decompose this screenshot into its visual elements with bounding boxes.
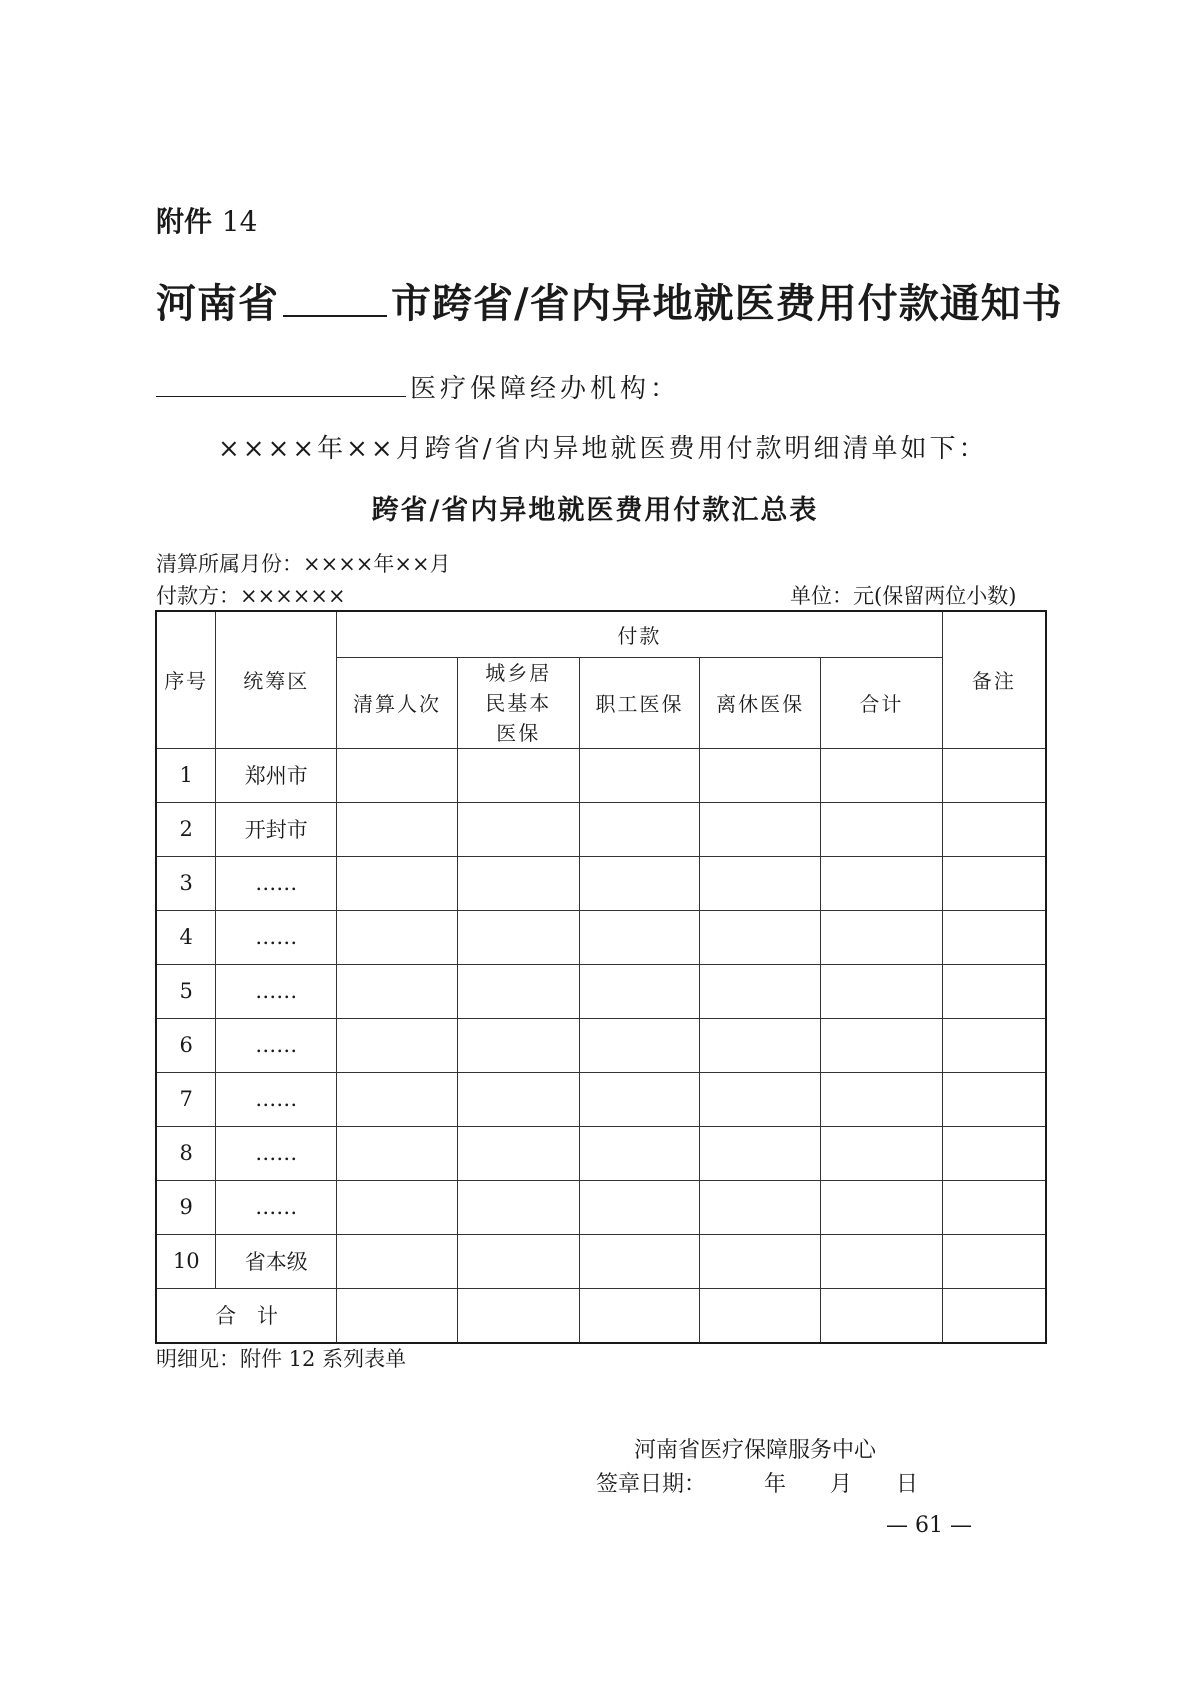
table-title: 跨省/省内异地就医费用付款汇总表 (371, 495, 819, 526)
table-cell (700, 964, 821, 1018)
table-cell (821, 1234, 943, 1288)
table-cell (821, 1018, 943, 1072)
attachment-number: 14 (221, 205, 258, 238)
table-cell (700, 1288, 821, 1343)
row-seq: 3 (156, 856, 216, 910)
page-number: — 61 — (886, 1513, 972, 1538)
table-cell (337, 964, 458, 1018)
table-cell (337, 802, 458, 856)
table-cell (579, 1180, 700, 1234)
table-cell (457, 748, 579, 802)
summary-table (155, 610, 1047, 1344)
table-cell (700, 802, 821, 856)
attachment-label (156, 200, 257, 240)
payer: 付款方：×××××× (156, 584, 346, 608)
table-cell (579, 1288, 700, 1343)
table-cell (700, 1018, 821, 1072)
recipient-text: 医疗保障经办机构： (410, 374, 681, 404)
table-row (156, 1180, 1046, 1234)
header-subtotal: 合计 (821, 657, 943, 748)
signature-date-label: 签章日期： (596, 1472, 707, 1497)
table-cell (821, 748, 943, 802)
title-suffix: 市跨省/省内异地就医费用付款通知书 (391, 280, 1063, 327)
header-employee-insurance: 职工医保 (579, 657, 700, 748)
table-row (156, 748, 1046, 802)
table-row (156, 856, 1046, 910)
header-payment: 付款 (337, 611, 943, 657)
row-seq: 9 (156, 1180, 216, 1234)
table-row (156, 1126, 1046, 1180)
signature-year: 年 (764, 1472, 787, 1497)
table-cell (700, 1234, 821, 1288)
title-city-blank (283, 287, 387, 317)
table-cell (579, 1126, 700, 1180)
table-cell (942, 856, 1046, 910)
row-region: …… (216, 964, 337, 1018)
table-cell (337, 910, 458, 964)
table-cell (457, 1072, 579, 1126)
row-seq: 6 (156, 1018, 216, 1072)
row-seq: 7 (156, 1072, 216, 1126)
signature-day: 日 (896, 1472, 919, 1497)
table-cell (821, 1180, 943, 1234)
table-cell (337, 1234, 458, 1288)
table-cell (821, 1288, 943, 1343)
header-region: 统筹区 (216, 611, 337, 748)
row-seq: 4 (156, 910, 216, 964)
signature-month: 月 (830, 1472, 853, 1497)
table-cell (457, 964, 579, 1018)
table-cell (337, 1288, 458, 1343)
header-retiree-insurance: 离休医保 (700, 657, 821, 748)
table-cell (579, 856, 700, 910)
table-cell (457, 1126, 579, 1180)
table-cell (821, 1072, 943, 1126)
row-region: …… (216, 1072, 337, 1126)
table-cell (700, 856, 821, 910)
header-note: 备注 (942, 611, 1046, 748)
table-cell (821, 856, 943, 910)
table-cell (942, 802, 1046, 856)
total-row (156, 1288, 1046, 1343)
table-cell (942, 1180, 1046, 1234)
table-cell (700, 748, 821, 802)
table-cell (579, 1234, 700, 1288)
table-cell (337, 1072, 458, 1126)
unit-note: 单位：元(保留两位小数) (790, 584, 1017, 608)
row-region: …… (216, 910, 337, 964)
header-seq: 序号 (156, 611, 216, 748)
signature-date-line (596, 1467, 918, 1498)
row-region: 开封市 (216, 802, 337, 856)
table-row (156, 964, 1046, 1018)
recipient-blank (156, 374, 406, 397)
table-cell (579, 964, 700, 1018)
table-cell (700, 1180, 821, 1234)
table-cell (821, 910, 943, 964)
footnote: 明细见：附件 12 系列表单 (156, 1347, 407, 1371)
table-cell (579, 1018, 700, 1072)
table-cell (700, 1072, 821, 1126)
table-row (156, 1234, 1046, 1288)
row-region: …… (216, 856, 337, 910)
table-cell (821, 964, 943, 1018)
table-cell (457, 1288, 579, 1343)
table-cell (337, 1126, 458, 1180)
table-cell (579, 1072, 700, 1126)
table-row (156, 1072, 1046, 1126)
header-row-1 (156, 611, 1046, 657)
row-region: …… (216, 1126, 337, 1180)
table-cell (942, 1288, 1046, 1343)
header-settlement-count: 清算人次 (337, 657, 458, 748)
table-cell (457, 802, 579, 856)
row-seq: 10 (156, 1234, 216, 1288)
table-cell (337, 1180, 458, 1234)
row-region: 省本级 (216, 1234, 337, 1288)
table-cell (457, 910, 579, 964)
table-cell (457, 1234, 579, 1288)
row-seq: 1 (156, 748, 216, 802)
intro-text: ××××年××月跨省/省内异地就医费用付款明细清单如下： (218, 434, 988, 464)
table-cell (821, 802, 943, 856)
attachment-text: 附件 (156, 205, 213, 238)
title-prefix: 河南省 (156, 280, 279, 327)
table-cell (700, 1126, 821, 1180)
row-region: 郑州市 (216, 748, 337, 802)
issuing-organization: 河南省医疗保障服务中心 (634, 1438, 877, 1463)
page-title (156, 272, 1063, 329)
table-cell (942, 1234, 1046, 1288)
table-cell (821, 1126, 943, 1180)
table-row (156, 1018, 1046, 1072)
row-seq: 5 (156, 964, 216, 1018)
table-cell (942, 964, 1046, 1018)
table-cell (942, 910, 1046, 964)
table-cell (579, 802, 700, 856)
total-label: 合 计 (156, 1288, 337, 1343)
table-cell (942, 1018, 1046, 1072)
table-cell (457, 1180, 579, 1234)
settlement-period: 清算所属月份：××××年××月 (156, 552, 451, 576)
row-region: …… (216, 1180, 337, 1234)
table-cell (700, 910, 821, 964)
table-cell (579, 910, 700, 964)
row-region: …… (216, 1018, 337, 1072)
recipient-line (156, 368, 680, 405)
table-cell (457, 1018, 579, 1072)
row-seq: 8 (156, 1126, 216, 1180)
table-cell (579, 748, 700, 802)
table-cell (337, 1018, 458, 1072)
header-resident-insurance: 城乡居民基本医保 (457, 657, 579, 748)
table-cell (942, 748, 1046, 802)
table-cell (942, 1126, 1046, 1180)
table-row (156, 910, 1046, 964)
table-cell (457, 856, 579, 910)
row-seq: 2 (156, 802, 216, 856)
table-cell (942, 1072, 1046, 1126)
table-cell (337, 856, 458, 910)
table-row (156, 802, 1046, 856)
table-cell (337, 748, 458, 802)
